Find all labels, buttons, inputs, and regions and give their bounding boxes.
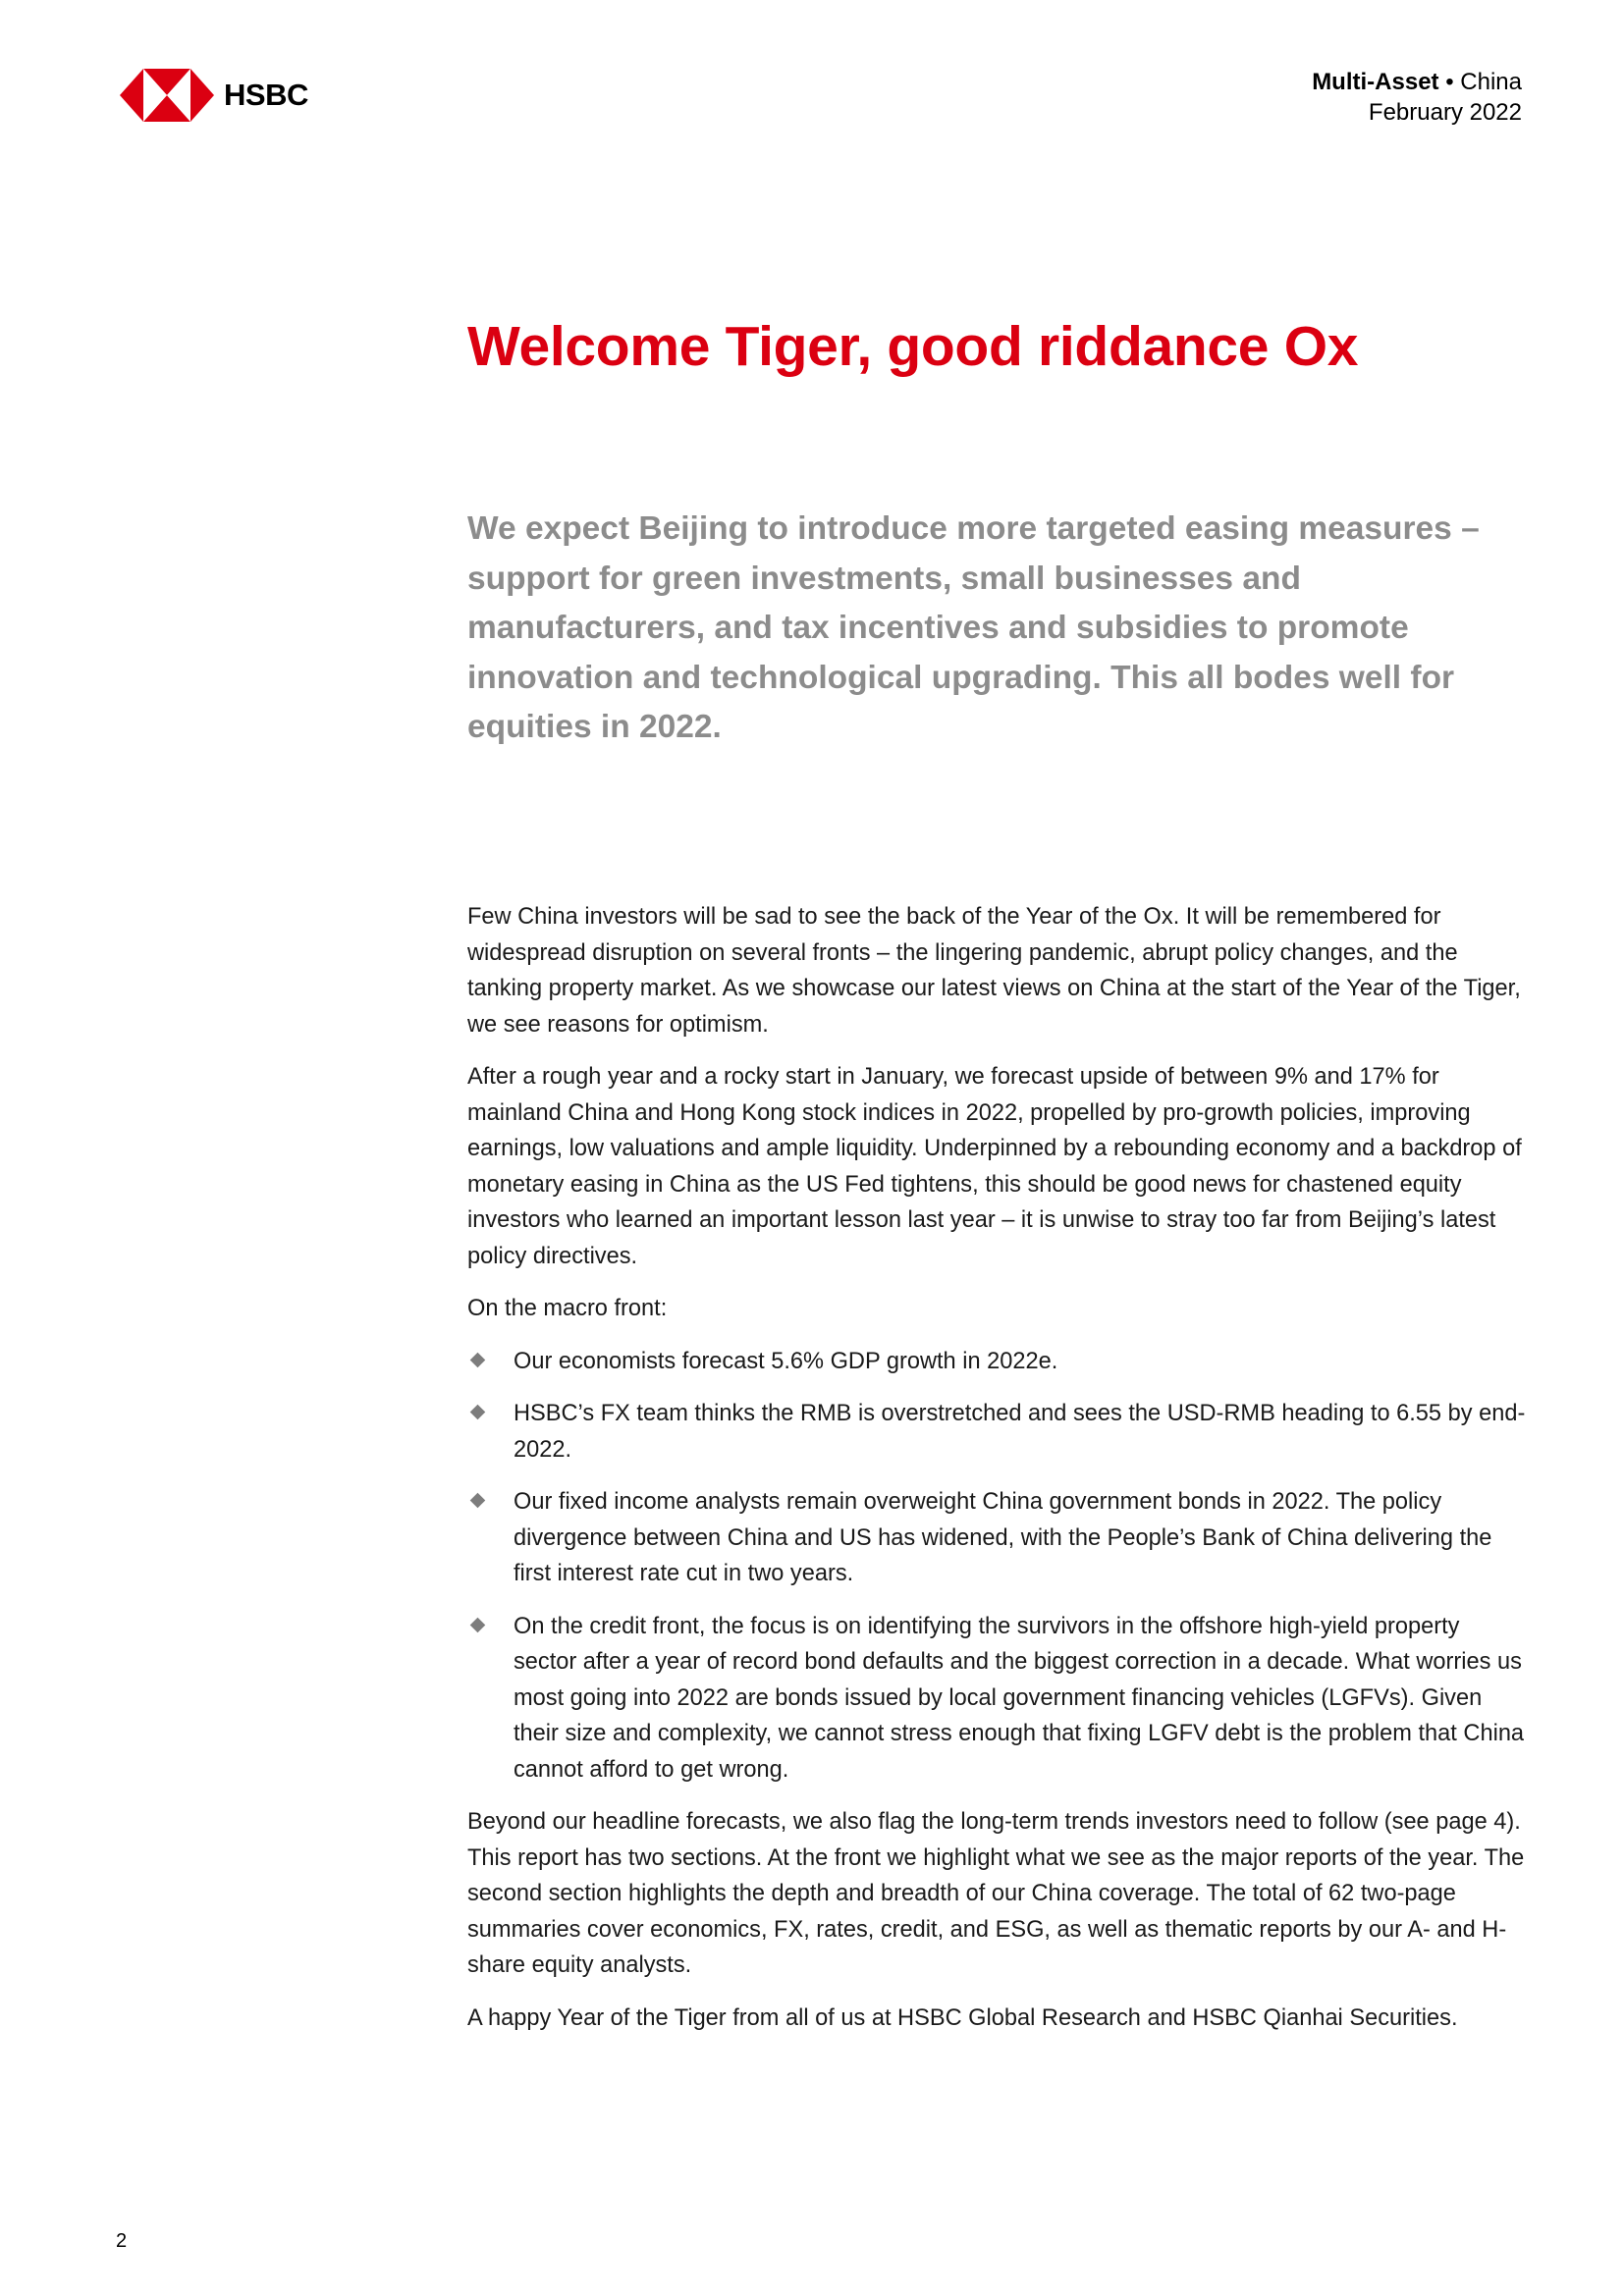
- logo-wordmark: HSBC: [224, 78, 308, 112]
- report-date: February 2022: [1368, 99, 1522, 126]
- report-category-line: [1312, 67, 1522, 97]
- hsbc-hexagon-icon: [120, 69, 214, 122]
- bullet-item: [467, 1344, 1528, 1380]
- bullet-text: Our economists forecast 5.6% GDP growth in 2022e.: [514, 1348, 1058, 1374]
- standfirst: We expect Beijing to introduce more targeted easing measures – support for green investments, small businesses and manufacturers, and tax incentives and subsidies to promote innovation and technological upgrading. This all bodes well for equities in 2022.: [467, 510, 1480, 745]
- diamond-bullet-icon: [470, 1493, 486, 1509]
- body-paragraph: After a rough year and a rocky start in January, we forecast upside of between 9% and 17% for mainland China and Hong Kong stock indices in 2022, propelled by pro-growth policies, improving earnings, low valuations and ample liquidity. Underpinned by a rebounding economy and a backdrop of monetary easing in China as the US Fed tightens, this should be good news for chastened equity investors who learned an important lesson last year – it is unwise to stray too far from Beijing’s latest policy directives.: [467, 1064, 1522, 1269]
- page-title: Welcome Tiger, good riddance Ox: [467, 315, 1359, 378]
- body-paragraph: Few China investors will be sad to see the back of the Year of the Ox. It will be remembered for widespread disruption on several fronts – the lingering pandemic, abrupt policy changes, and the tanking property market. As we showcase our latest views on China at the start of the Year of the Tiger, we see reasons for optimism.: [467, 904, 1521, 1038]
- bullet-text: HSBC’s FX team thinks the RMB is overstretched and sees the USD-RMB heading to 6.55 by end-2022.: [514, 1401, 1526, 1463]
- bullet-text: Our fixed income analysts remain overweight China government bonds in 2022. The policy divergence between China and US has widened, with the People’s Bank of China delivering the first interest rate cut in two years.: [514, 1489, 1492, 1586]
- report-region: China: [1460, 69, 1522, 95]
- body-paragraph: On the macro front:: [467, 1296, 668, 1321]
- article-body: [467, 899, 1528, 2053]
- body-paragraph: Beyond our headline forecasts, we also flag the long-term trends investors need to follow (see page 4). This report has two sections. At the front we highlight what we see as the major reports of the year. The second section highlights the depth and breadth of our China coverage. The total of 62 two-page summaries cover economics, FX, rates, credit, and ESG, as well as thematic reports by our A- and H-share equity analysts.: [467, 1809, 1525, 1978]
- diamond-bullet-icon: [470, 1617, 486, 1632]
- body-paragraph: A happy Year of the Tiger from all of us at HSBC Global Research and HSBC Qianhai Securities.: [467, 2004, 1458, 2031]
- bullet-text: On the credit front, the focus is on identifying the survivors in the offshore high-yield property sector after a year of record bond defaults and the biggest correction in a decade. What worries us most going into 2022 are bonds issued by local government financing vehicles (LGFVs). Given their size and complexity, we cannot stress enough that fixing LGFV debt is the problem that China cannot afford to get wrong.: [514, 1613, 1525, 1783]
- hsbc-logo: [120, 69, 308, 122]
- report-category: Multi-Asset: [1312, 69, 1439, 95]
- diamond-bullet-icon: [470, 1352, 486, 1367]
- bullet-item: [467, 1484, 1528, 1592]
- bullet-item: [467, 1609, 1528, 1789]
- bullet-item: [467, 1396, 1528, 1468]
- macro-bullet-list: [467, 1344, 1528, 1789]
- category-separator: •: [1445, 69, 1454, 95]
- report-meta: [1312, 67, 1522, 128]
- diamond-bullet-icon: [470, 1405, 486, 1420]
- page-number: 2: [116, 2230, 128, 2252]
